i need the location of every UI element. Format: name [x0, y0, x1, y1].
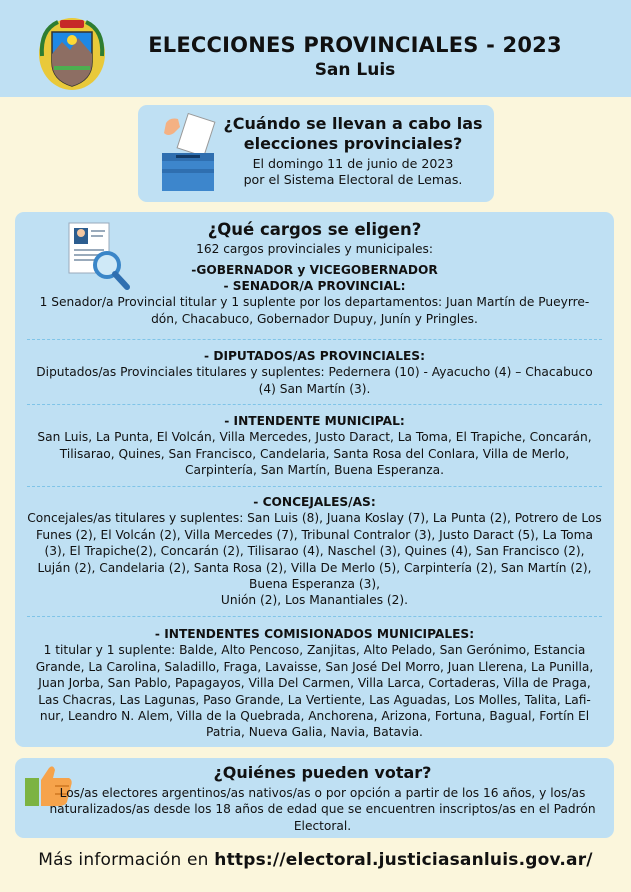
provincial-shield-icon [34, 10, 110, 92]
diputados-section [27, 348, 602, 397]
footer-info [0, 850, 631, 870]
senador-heading: - SENADOR/A PROVINCIAL: [223, 279, 406, 293]
who-panel [15, 758, 614, 838]
intendente-heading: - INTENDENTE MUNICIPAL: [224, 414, 405, 428]
comisionados-section [27, 626, 602, 741]
when-question: ¿Cuándo se llevan a cabo las elecciones provinciales? [223, 114, 483, 153]
comisionados-text: 1 titular y 1 suplente: Balde, Alto Pencoso, Zanjitas, Alto Pelado, San Gerónimo, Estancia Grande, La Carolina, Saladillo, Fraga, Lavaisse, San José Del Morro, Juan Llerena, La Punilla, Juan Jorba, San Pablo, Papagayos, Villa Del Carmen, Villa Larca, Cortaderas, Villa de Praga, Las Chacras, Las Lagunas, Paso Grande, La Vertiente, Las Aguadas, Los Molles, Talita, Lafi-nur, Leandro N. Alem, Villa de la Quebrada, Anchorena, Arizona, Fortuna, Bagual, Fortín El Patria, Nueva Galia, Navia, Batavia. [35, 643, 594, 740]
header-banner [0, 0, 631, 97]
diputados-heading: - DIPUTADOS/AS PROVINCIALES: [204, 349, 425, 363]
senador-text: 1 Senador/a Provincial titular y 1 suplente por los departamentos: Juan Martín de Pueyrre-dón, Chacabuco, Gobernador Dupuy, Junín y Pringles. [39, 295, 590, 326]
concejales-text-end: Unión (2), Los Manantiales (2). [220, 593, 409, 608]
when-panel [138, 105, 494, 202]
intendente-text: San Luis, La Punta, El Volcán, Villa Mercedes, Justo Daract, La Toma, El Trapiche, Concarán, Tilisarao, Quines, San Francisco, Candelaria, Santa Rosa del Conlara, Villa de Merlo, Carpintería, San Martín, Buena Esperanza. [37, 430, 592, 478]
page-title: ELECCIONES PROVINCIALES - 2023 [148, 33, 562, 57]
ballot-box-icon [156, 113, 216, 193]
comisionados-heading: - INTENDENTES COMISIONADOS MUNICIPALES: [154, 627, 475, 641]
section-divider [27, 339, 602, 340]
footer-prefix: Más información en [38, 850, 215, 870]
what-question: ¿Qué cargos se eligen? [207, 220, 422, 239]
what-intro: 162 cargos provinciales y municipales: [196, 242, 433, 256]
gobernador-heading: -GOBERNADOR y VICEGOBERNADOR [191, 263, 438, 278]
diputados-text: Diputados/as Provinciales titulares y suplentes: Pedernera (10) - Ayacucho (4) – Chacabuco (4) San Martín (3). [36, 365, 593, 396]
concejales-section [27, 494, 602, 609]
section-divider [27, 486, 602, 487]
when-date: El domingo 11 de junio de 2023 [252, 156, 454, 171]
footer-url-link[interactable]: https://electoral.justiciasanluis.gov.ar/ [214, 850, 593, 870]
what-panel [15, 212, 614, 747]
page-subtitle: San Luis [314, 60, 396, 80]
concejales-heading: - CONCEJALES/AS: [253, 495, 376, 509]
when-system: por el Sistema Electoral de Lemas. [243, 172, 463, 188]
intendente-section [27, 413, 602, 479]
who-text: Los/as electores argentinos/as nativos/as o por opción a partir de los 16 años, y los/as naturalizados/as desde los 18 años de edad que se encuentren inscriptos/as en el Padrón Electoral. [49, 786, 596, 833]
who-question: ¿Quiénes pueden votar? [213, 763, 432, 782]
senador-section [27, 278, 602, 327]
concejales-text: Concejales/as titulares y suplentes: San Luis (8), Juana Koslay (7), La Punta (2), Potrero de Los Funes (2), El Volcán (2), Villa Mercedes (7), Tribunal Contralor (3), Justo Daract (5), La Toma (3), El Trapiche(2), Concarán (2), Tilisarao (4), Naschel (3), Quines (4), San Francisco (2), Luján (2), Candelaria (2), Santa Rosa (2), Villa De Merlo (5), Carpintería (2), San Martín (2), Buena Esperanza (3), [27, 511, 602, 592]
section-divider [27, 616, 602, 617]
section-divider [27, 404, 602, 405]
